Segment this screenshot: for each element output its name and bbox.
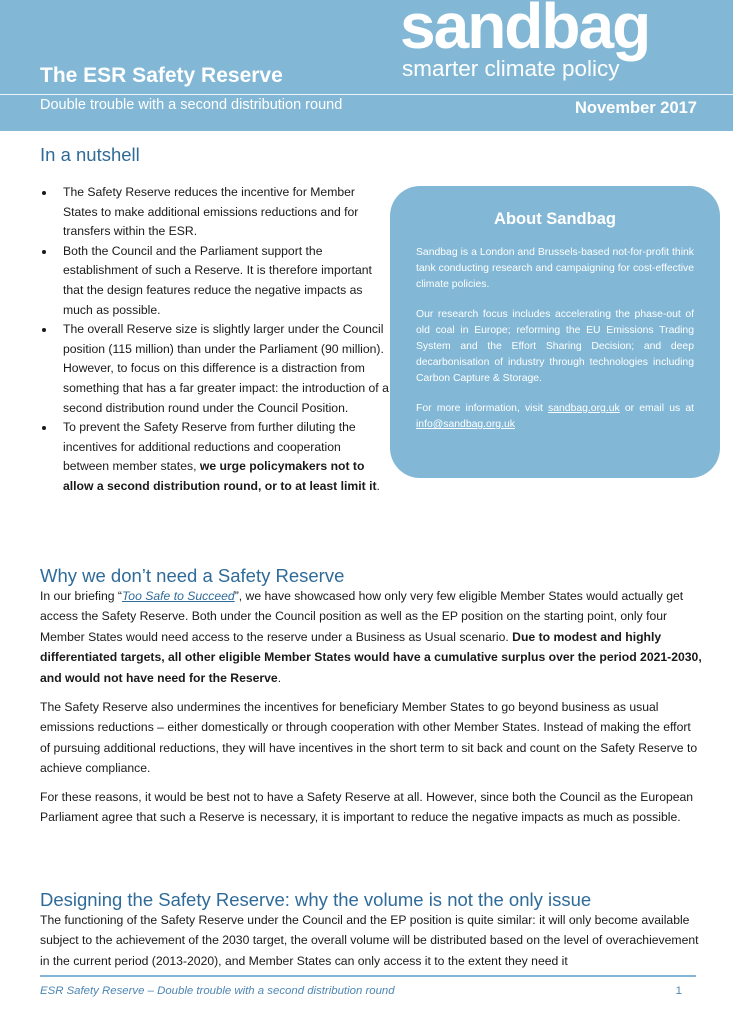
bullet-dot-icon [42,250,46,254]
why-p1-end: . [277,670,282,685]
bullet-text: Both the Council and the Parliament support the establishment of such a Reserve. It is therefore important that the design features reduce the negative impacts as much as possible. [63,243,372,317]
about-title: About Sandbag [494,210,616,228]
list-item [40,418,390,496]
header-banner [0,0,733,131]
bullet-dot-icon [42,426,46,430]
bullet-bold-text: we urge policymakers not to allow a second distribution round, or to at least limit it [63,459,377,493]
brand-tagline: smarter climate policy [402,56,620,81]
website-link[interactable]: sandbag.org.uk [548,403,620,414]
header-divider [0,94,733,95]
list-item [40,242,390,320]
document-subtitle: Double trouble with a second distribution round [40,97,343,113]
about-sandbag-box [390,186,720,478]
why-heading: Why we don’t need a Safety Reserve [40,565,345,586]
designing-heading: Designing the Safety Reserve: why the volume is not the only issue [40,889,592,910]
why-p1-body: ”, we have showcased how only very few eligible Member States would actually get access the Safety Reserve. Both under the Council position as well as the EP position on the starting point, only four Member States would need access to the reserve under a Business as Usual scenario. [40,589,684,644]
contact-prefix: For more information, visit [416,403,549,414]
designing-paragraph-1: The functioning of the Safety Reserve under the Council and the EP position is quite similar: it will only become available subject to the achievement of the 2030 target, the overall volume will be distributed based on the level of overachievement in the current period (2013-2020), and Member States can only access it to the extent they need it [40,913,699,968]
why-paragraph-1 [40,586,702,688]
why-p1-bold: Due to modest and highly differentiated targets, all other eligible Member States would have a cumulative surplus over the period 2021-2030, and would not have need for the Reserve [40,629,702,685]
bullet-dot-icon [42,328,46,332]
list-item [40,320,390,418]
about-contact [416,401,694,433]
page-number: 1 [675,985,682,997]
why-paragraph-3: For these reasons, it would be best not to have a Safety Reserve at all. However, since both the Council as the European Parliament agree that such a Reserve is necessary, it is important to reduce the negative impacts as much as possible. [40,790,694,825]
nutshell-heading: In a nutshell [40,144,140,165]
footer-rule [40,975,696,977]
document-title: The ESR Safety Reserve [40,64,283,87]
bullet-dot-icon [42,191,46,195]
contact-middle: or email us at [619,403,694,414]
why-paragraph-2: The Safety Reserve also undermines the incentives for beneficiary Member States to go beyond business as usual emissions reductions – either domestically or through cooperation with other Member States. Instead of making the effort of pursuing additional reductions, they will have incentives in the short term to sit back and count on the Safety Reserve to achieve compliance. [40,700,698,776]
bullet-text: The Safety Reserve reduces the incentive for Member States to make additional emissions reductions and for transfers within the ESR. [63,185,359,239]
email-link[interactable]: info@sandbag.org.uk [416,419,515,430]
why-p1-prefix: In our briefing “ [40,589,122,603]
about-description: Sandbag is a London and Brussels-based not-for-profit think tank conducting research and campaigning for cost-effective climate policies. [416,247,694,290]
about-research-focus: Our research focus includes accelerating the phase-out of old coal in Europe; reforming the EU Emissions Trading System and the Effort Sharing Decision; and deep decarbonisation of industry through technologies including Carbon Capture & Storage. [416,309,694,384]
bullet-text: To prevent the Safety Reserve from further diluting the incentives for additional reductions and cooperation between member states, [63,420,356,474]
document-date: November 2017 [575,99,697,117]
list-item [40,183,390,242]
briefing-link[interactable]: Too Safe to Succeed [121,589,235,603]
footer-text: ESR Safety Reserve – Double trouble with a second distribution round [40,985,395,997]
bullet-text: The overall Reserve size is slightly larger under the Council position (115 million) than under the Parliament (90 million). However, to focus on this difference is a distraction from something that has a far greater impact: the introduction of a second distribution round under the Council Position. [63,322,389,415]
brand-logo-name: sandbag [400,0,650,62]
bullet-text-end: . [376,478,380,493]
nutshell-bullet-list [40,183,390,497]
